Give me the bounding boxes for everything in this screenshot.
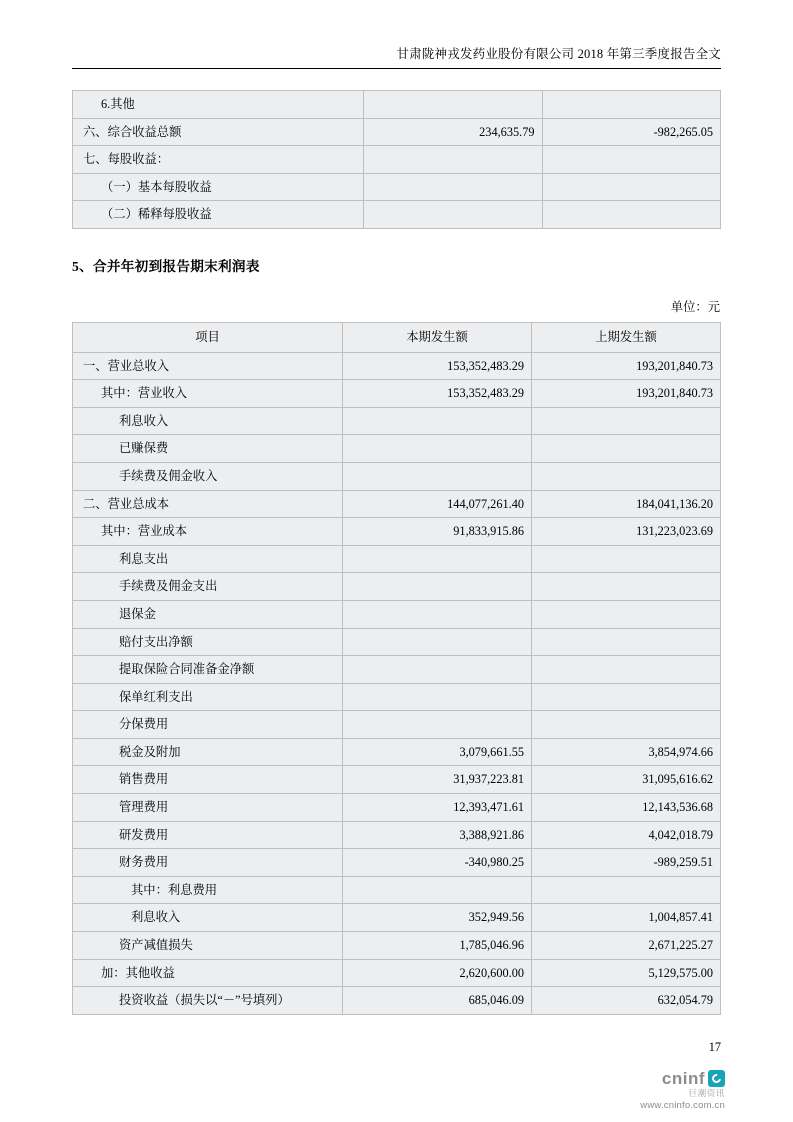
cell-current-period bbox=[364, 146, 543, 174]
logo-url: www.cninfo.com.cn bbox=[640, 1099, 725, 1111]
table-row bbox=[73, 462, 721, 490]
table-row bbox=[73, 876, 721, 904]
row-label: 赔付支出净额 bbox=[73, 628, 343, 656]
row-label: 利息支出 bbox=[73, 545, 343, 573]
row-label: 销售费用 bbox=[73, 766, 343, 794]
cell-current-period bbox=[343, 545, 532, 573]
table-row bbox=[73, 573, 721, 601]
row-label: 税金及附加 bbox=[73, 738, 343, 766]
cell-current-period bbox=[343, 573, 532, 601]
cell-previous-period: 184,041,136.20 bbox=[532, 490, 721, 518]
cell-current-period bbox=[343, 628, 532, 656]
table-row bbox=[73, 545, 721, 573]
cell-current-period: 352,949.56 bbox=[343, 904, 532, 932]
cell-current-period: 234,635.79 bbox=[364, 118, 543, 146]
column-header-item: 项目 bbox=[73, 322, 343, 352]
row-label: 其中：营业收入 bbox=[73, 380, 343, 408]
cell-current-period: 31,937,223.81 bbox=[343, 766, 532, 794]
cell-previous-period bbox=[532, 600, 721, 628]
row-label: 六、综合收益总额 bbox=[73, 118, 364, 146]
row-label: 投资收益（损失以“－”号填列） bbox=[73, 987, 343, 1015]
table-row bbox=[73, 987, 721, 1015]
cell-current-period bbox=[343, 462, 532, 490]
cell-previous-period bbox=[532, 628, 721, 656]
cell-previous-period: 3,854,974.66 bbox=[532, 738, 721, 766]
cell-previous-period bbox=[542, 146, 721, 174]
table-header-row bbox=[73, 322, 721, 352]
row-label: 加：其他收益 bbox=[73, 959, 343, 987]
cell-previous-period bbox=[532, 876, 721, 904]
table-row bbox=[73, 490, 721, 518]
table-row bbox=[73, 201, 721, 229]
cell-previous-period: 5,129,575.00 bbox=[532, 959, 721, 987]
page-number: 17 bbox=[708, 1040, 721, 1054]
cell-previous-period: 2,671,225.27 bbox=[532, 932, 721, 960]
cell-current-period bbox=[364, 173, 543, 201]
row-label: 6.其他 bbox=[73, 91, 364, 119]
logo-row bbox=[640, 1070, 725, 1088]
row-label: 利息收入 bbox=[73, 904, 343, 932]
cell-previous-period: 12,143,536.68 bbox=[532, 794, 721, 822]
cell-current-period bbox=[343, 600, 532, 628]
table-row bbox=[73, 91, 721, 119]
cell-current-period bbox=[343, 435, 532, 463]
row-label: 其中：营业成本 bbox=[73, 518, 343, 546]
row-label: 资产减值损失 bbox=[73, 932, 343, 960]
row-label: 七、每股收益： bbox=[73, 146, 364, 174]
table-row bbox=[73, 794, 721, 822]
row-label: （二）稀释每股收益 bbox=[73, 201, 364, 229]
table-row bbox=[73, 146, 721, 174]
cell-current-period: 12,393,471.61 bbox=[343, 794, 532, 822]
column-header-amount: 上期发生额 bbox=[532, 322, 721, 352]
table-row bbox=[73, 435, 721, 463]
section-title: 5、合并年初到报告期末利润表 bbox=[72, 258, 260, 274]
cell-current-period bbox=[343, 683, 532, 711]
table-row bbox=[73, 683, 721, 711]
row-label: 手续费及佣金支出 bbox=[73, 573, 343, 601]
cell-current-period: 3,079,661.55 bbox=[343, 738, 532, 766]
row-label: 已赚保费 bbox=[73, 435, 343, 463]
cell-current-period bbox=[343, 407, 532, 435]
cell-previous-period: -989,259.51 bbox=[532, 849, 721, 877]
cell-previous-period bbox=[532, 407, 721, 435]
cell-current-period bbox=[343, 711, 532, 739]
cell-previous-period bbox=[532, 545, 721, 573]
row-label: 保单红利支出 bbox=[73, 683, 343, 711]
row-label: 研发费用 bbox=[73, 821, 343, 849]
page-header: 甘肃陇神戎发药业股份有限公司 2018 年第三季度报告全文 bbox=[72, 0, 721, 69]
cell-current-period: 153,352,483.29 bbox=[343, 352, 532, 380]
table-row bbox=[73, 959, 721, 987]
cell-previous-period: 1,004,857.41 bbox=[532, 904, 721, 932]
row-label: 手续费及佣金收入 bbox=[73, 462, 343, 490]
row-label: 退保金 bbox=[73, 600, 343, 628]
logo-wordmark: cninf bbox=[661, 1069, 705, 1088]
cell-previous-period bbox=[542, 201, 721, 229]
cell-previous-period bbox=[542, 91, 721, 119]
row-label: 提取保险合同准备金净额 bbox=[73, 656, 343, 684]
cell-previous-period bbox=[532, 656, 721, 684]
table-row bbox=[73, 518, 721, 546]
cell-current-period: 685,046.09 bbox=[343, 987, 532, 1015]
cell-current-period: 1,785,046.96 bbox=[343, 932, 532, 960]
cell-previous-period bbox=[532, 462, 721, 490]
table-row bbox=[73, 407, 721, 435]
table-row bbox=[73, 766, 721, 794]
cell-previous-period: 193,201,840.73 bbox=[532, 352, 721, 380]
table-top-body bbox=[73, 91, 721, 229]
cell-previous-period: 131,223,023.69 bbox=[532, 518, 721, 546]
cell-previous-period bbox=[532, 711, 721, 739]
cell-current-period: -340,980.25 bbox=[343, 849, 532, 877]
table-row bbox=[73, 932, 721, 960]
row-label: 一、营业总收入 bbox=[73, 352, 343, 380]
cell-previous-period bbox=[532, 435, 721, 463]
column-header-amount: 本期发生额 bbox=[343, 322, 532, 352]
table-row bbox=[73, 738, 721, 766]
continued-income-statement-table bbox=[72, 90, 721, 229]
cell-previous-period bbox=[532, 573, 721, 601]
cell-previous-period: -982,265.05 bbox=[542, 118, 721, 146]
cninfo-logo bbox=[640, 1070, 725, 1111]
row-label: 财务费用 bbox=[73, 849, 343, 877]
cell-previous-period: 632,054.79 bbox=[532, 987, 721, 1015]
table-row bbox=[73, 600, 721, 628]
cninfo-mark-icon bbox=[708, 1070, 725, 1087]
row-label: 管理费用 bbox=[73, 794, 343, 822]
cell-current-period bbox=[343, 656, 532, 684]
row-label: 利息收入 bbox=[73, 407, 343, 435]
unit-label: 单位：元 bbox=[670, 299, 720, 314]
row-label: 其中：利息费用 bbox=[73, 876, 343, 904]
logo-subtitle: 巨潮资讯 bbox=[688, 1087, 725, 1098]
cell-current-period bbox=[343, 876, 532, 904]
cell-previous-period: 193,201,840.73 bbox=[532, 380, 721, 408]
cell-previous-period: 31,095,616.62 bbox=[532, 766, 721, 794]
table-row bbox=[73, 628, 721, 656]
table-row bbox=[73, 173, 721, 201]
cell-current-period: 144,077,261.40 bbox=[343, 490, 532, 518]
table-row bbox=[73, 849, 721, 877]
ytd-income-statement-table bbox=[72, 322, 721, 1015]
cell-current-period bbox=[364, 91, 543, 119]
row-label: 分保费用 bbox=[73, 711, 343, 739]
cell-current-period: 3,388,921.86 bbox=[343, 821, 532, 849]
cell-previous-period bbox=[532, 683, 721, 711]
table-row bbox=[73, 118, 721, 146]
table-row bbox=[73, 380, 721, 408]
cell-current-period bbox=[364, 201, 543, 229]
table-row bbox=[73, 821, 721, 849]
table-row bbox=[73, 656, 721, 684]
cell-current-period: 153,352,483.29 bbox=[343, 380, 532, 408]
table-row bbox=[73, 352, 721, 380]
row-label: 二、营业总成本 bbox=[73, 490, 343, 518]
cell-current-period: 91,833,915.86 bbox=[343, 518, 532, 546]
cell-previous-period: 4,042,018.79 bbox=[532, 821, 721, 849]
cell-current-period: 2,620,600.00 bbox=[343, 959, 532, 987]
table-row bbox=[73, 711, 721, 739]
table-main-body bbox=[73, 322, 721, 1014]
table-row bbox=[73, 904, 721, 932]
cell-previous-period bbox=[542, 173, 721, 201]
row-label: （一）基本每股收益 bbox=[73, 173, 364, 201]
